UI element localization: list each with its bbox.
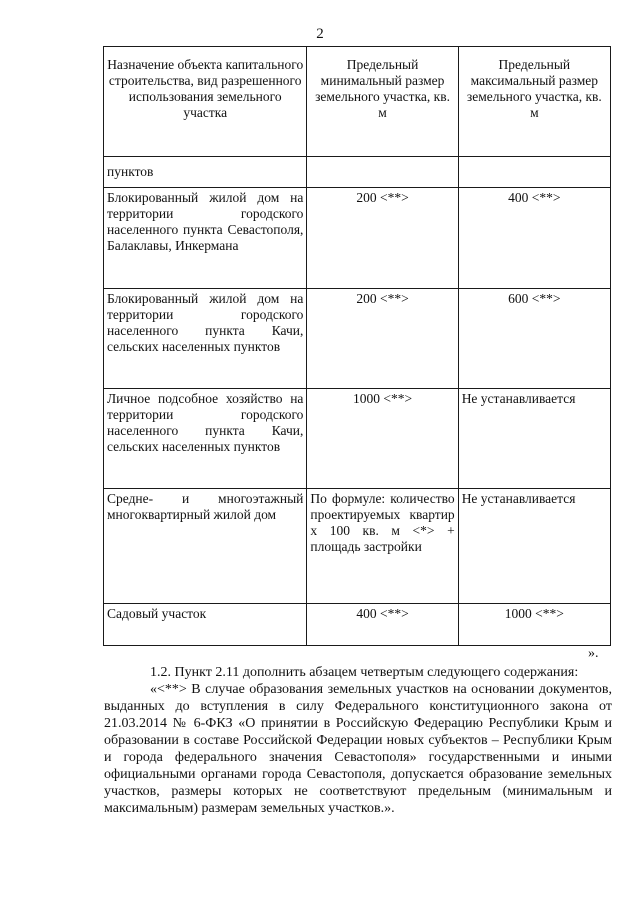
page-number: 2 [316, 26, 324, 42]
row-min-size: 1000 <**> [307, 389, 458, 489]
header-min-size: Предельный минимальный размер земельного участка, кв. м [307, 47, 458, 157]
table-row [104, 604, 611, 646]
table-row [104, 188, 611, 289]
row-max-size: Не устанавливается [458, 389, 610, 489]
row-purpose: Садовый участок [104, 604, 307, 646]
closing-quote-mark: ». [588, 646, 599, 661]
row-purpose: Средне- и многоэтажный многоквартирный жилой дом [104, 489, 307, 604]
row-min-size: По формуле: количество проектируемых квартир х 100 кв. м <*> + площадь застройки [307, 489, 458, 604]
table-header-row [104, 47, 611, 157]
table-row [104, 489, 611, 604]
row-purpose: пунктов [104, 157, 307, 188]
row-max-size: 1000 <**> [458, 604, 610, 646]
table-row [104, 389, 611, 489]
row-min-size [307, 157, 458, 188]
row-max-size: 400 <**> [458, 188, 610, 289]
row-min-size: 200 <**> [307, 289, 458, 389]
amendment-paragraph: 1.2. Пункт 2.11 дополнить абзацем четвертым следующего содержания: [150, 665, 579, 680]
row-max-size: Не устанавливается [458, 489, 610, 604]
row-purpose: Личное подсобное хозяйство на территории городского населенного пункта Качи, сельских населенных пунктов [104, 389, 307, 489]
row-min-size: 400 <**> [307, 604, 458, 646]
amendment-footnote-text: «<**> В случае образования земельных участков на основании документов, выданных до вступления в силу Федерального конституционного закона от 21.03.2014 № 6-ФКЗ «О принятии в Российскую Федерацию Республики Крым и образовании в составе Российской Федерации новых субъектов – Республики Крым и города федерального значения Севастополя» государственными и иными официальными органами города Севастополя, допускается образование земельных участков, размеры которых не соответствуют предельным (минимальным и максимальным) размерам земельных участков.». [104, 682, 612, 816]
row-min-size: 200 <**> [307, 188, 458, 289]
row-max-size: 600 <**> [458, 289, 610, 389]
row-max-size [458, 157, 610, 188]
header-purpose: Назначение объекта капитального строительства, вид разрешенного использования земельного участка [104, 47, 307, 157]
row-purpose: Блокированный жилой дом на территории городского населенного пункта Севастополя, Балаклавы, Инкермана [104, 188, 307, 289]
header-max-size: Предельный максимальный размер земельного участка, кв. м [458, 47, 610, 157]
table-row [104, 289, 611, 389]
row-purpose: Блокированный жилой дом на территории городского населенного пункта Качи, сельских населенных пунктов [104, 289, 307, 389]
table-row [104, 157, 611, 188]
land-size-limits-table [103, 46, 611, 646]
